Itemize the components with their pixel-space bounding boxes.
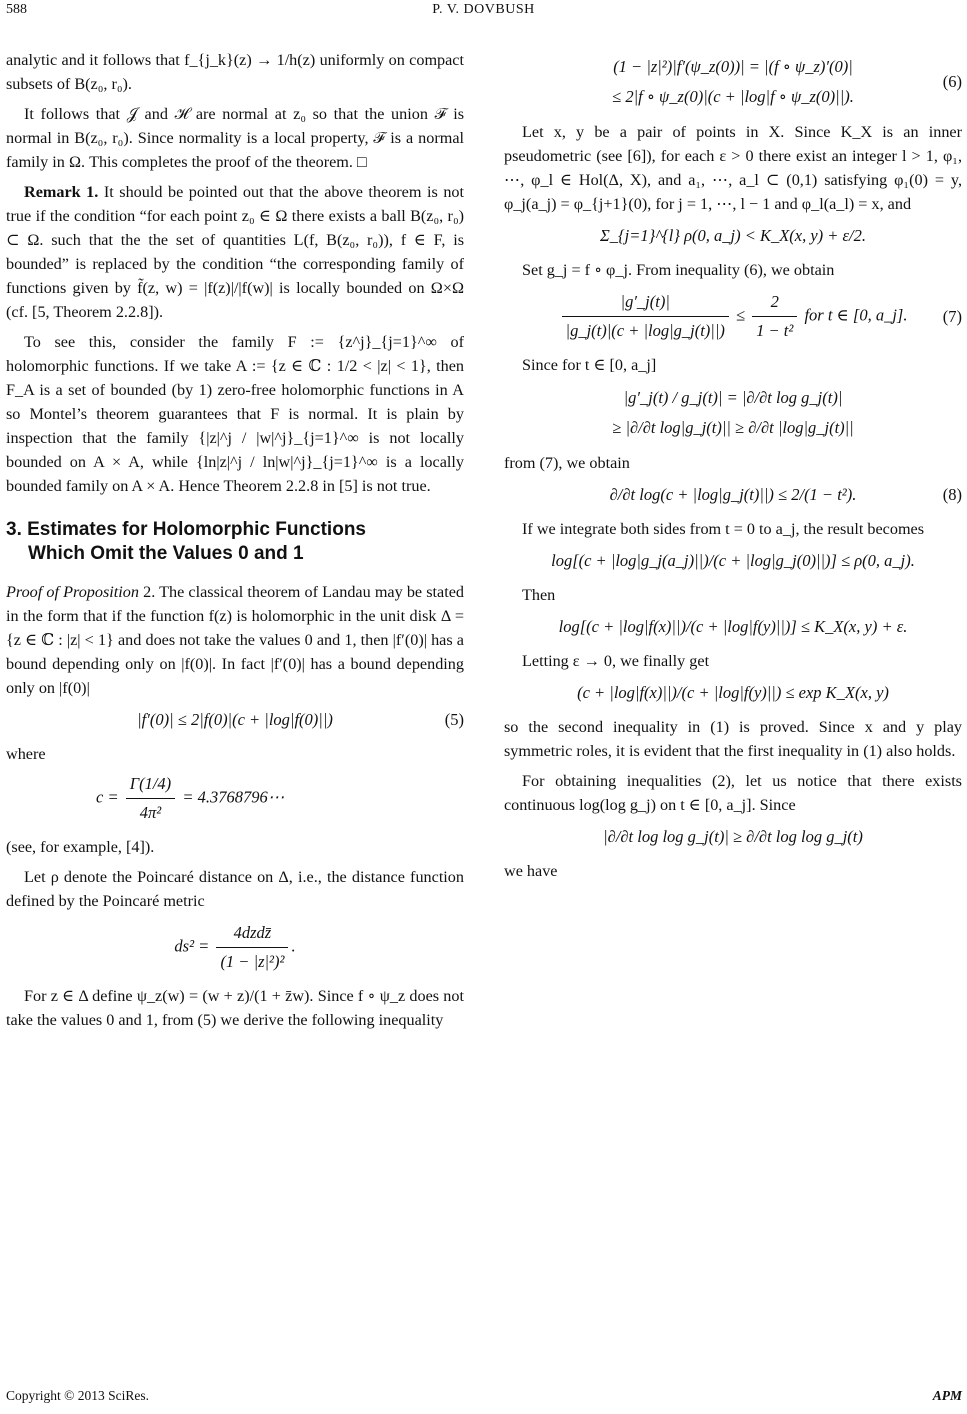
proof-text: 2. The classical theorem of Landau may be stated in the form that if the function f(z) is holomorphic in the unit disk Δ = {z ∈ ℂ : |z| < 1} and does not take the values 0 and 1, then |f′(0)| has a bound depending only on |f(0)|. In fact |f′(0)| has a bound depending only on |f(0)| [6, 583, 464, 697]
proof-paragraph [6, 580, 464, 700]
remark-paragraph [6, 180, 464, 324]
paragraph: Since for t ∈ [0, a_j] [522, 356, 657, 374]
equation-loglog [504, 823, 962, 851]
denominator: (1 − |z|²)² [220, 952, 285, 971]
equation-body: log[(c + |log|g_j(a_j)||)/(c + |log|g_j(0)||)] ≤ ρ(0, a_j). [551, 551, 915, 570]
equation-rhs: = 4.3768796⋯ [182, 787, 285, 807]
paragraph: analytic and it follows that f_{j_k}(z) → 1/h(z) uniformly on compact subsets of B(z₀, r₀). [6, 51, 464, 93]
equation-body: log[(c + |log|f(x)||)/(c + |log|f(y)||)] ≤ K_X(x, y) + ε. [558, 617, 908, 636]
equation-lhs: ds² = [174, 936, 210, 956]
equation-number: (6) [942, 72, 962, 91]
paragraph: so the second inequality in (1) is proved. Since x and y play symmetric roles, it is evident that the first inequality in (1) also holds. [504, 718, 962, 760]
paragraph: Then [522, 586, 556, 604]
fraction [216, 919, 288, 976]
fraction [126, 770, 175, 827]
equation-line: ≤ 2|f ∘ ψ_z(0)|(c + |log|f ∘ ψ_z(0)||). [612, 87, 854, 106]
paragraph: from (7), we obtain [504, 454, 630, 472]
running-header [0, 0, 967, 28]
remark-label: Remark 1. [24, 183, 99, 201]
fraction [752, 288, 797, 345]
equation-number: (8) [942, 485, 962, 504]
equation-number: (5) [444, 710, 464, 729]
equation-integrated [504, 547, 962, 575]
equation-line: (1 − |z|²)|f′(ψ_z(0))| = |(f ∘ ψ_z)′(0)| [613, 57, 853, 76]
denominator: 1 − t² [756, 321, 794, 340]
equation-final [504, 679, 962, 707]
equation-line: ≥ |∂/∂t log|g_j(t)|| ≥ ∂/∂t |log|g_j(t)|| [612, 418, 854, 437]
running-title: P. V. DOVBUSH [432, 2, 535, 17]
proof-label: Proof of Proposition [6, 583, 139, 601]
equation-6 [504, 52, 962, 112]
denominator: |g_j(t)|(c + |log|g_j(t)||) [565, 321, 725, 340]
page-footer [6, 1388, 962, 1404]
numerator: |g′_j(t)| [562, 288, 729, 317]
paragraph: Let ρ denote the Poincaré distance on Δ, i.e., the distance function defined by the Poincaré metric [6, 868, 464, 910]
paragraph: Let x, y be a pair of points in X. Since K_X is an inner pseudometric (see [6]), for each ε > 0 there exist an integer l > 1, φ₁, ⋯, φ_l ∈ Hol(Δ, X), and a₁, ⋯, a_l ⊂ (0,1) satisfying φ₁(0) = y, φ_j(a_j) = φ_{j+1}(0), for j = 1, ⋯, l − 1 and φ_l(a_l) = x, and [504, 123, 962, 213]
equation-body: ∂/∂t log(c + |log|g_j(t)||) ≤ 2/(1 − t²). [609, 485, 857, 504]
paragraph: It follows that 𝒥 and ℋ are normal at z₀ so that the union ℱ is normal in B(z₀, r₀). Since normality is a local property, ℱ is a normal family in Ω. This completes the proof of the theorem. □ [6, 105, 464, 171]
equation-body: (c + |log|f(x)||)/(c + |log|f(y)||) ≤ exp K_X(x, y) [577, 683, 889, 702]
equation-lhs: c = [96, 787, 119, 807]
equation-body: |∂/∂t log log g_j(t)| ≥ ∂/∂t log log g_j(t) [603, 827, 863, 846]
copyright-notice: Copyright © 2013 SciRes. [6, 1388, 150, 1403]
paragraph: we have [504, 862, 558, 880]
paragraph: For z ∈ Δ define ψ_z(w) = (w + z)/(1 + z̄w). Since f ∘ ψ_z does not take the values 0 and 1, from (5) we derive the following inequality [6, 987, 464, 1029]
equation-kobayashi [504, 613, 962, 641]
equation-body: |f′(0)| ≤ 2|f(0)|(c + |log|f(0)||) [137, 710, 333, 729]
numerator: 2 [752, 288, 797, 317]
paragraph: (see, for example, [4]). [6, 838, 155, 856]
page-number: 588 [6, 2, 27, 17]
paragraph: Set g_j = f ∘ φ_j. From inequality (6), we obtain [522, 261, 835, 279]
paragraph: If we integrate both sides from t = 0 to a_j, the result becomes [522, 520, 925, 538]
paragraph: To see this, consider the family F := {z^j}_{j=1}^∞ of holomorphic functions. If we take A := {z ∈ ℂ : 1/2 < |z| < 1}, then F_A is a set of bounded (by 1) zero-free holomorphic functions in A so Montel’s theorem guarantees that F is normal. It is plain by inspection that the family {|z|^j / |w|^j}_{j=1}^∞ is not locally bounded on A × A, while {ln|z|^j / ln|w|^j}_{j=1}^∞ is a locally bounded family on A × A. Hence Theorem 2.2.8 in [5] is not true. [6, 333, 464, 495]
section-heading [6, 518, 464, 566]
left-column [6, 48, 464, 1038]
equation-sum [504, 222, 962, 250]
section-title-line-2: Which Omit the Values 0 and 1 [28, 543, 304, 564]
equation-log-derivative [504, 383, 962, 443]
journal-name: APM [932, 1388, 962, 1403]
paragraph: Letting ε → 0, we finally get [522, 652, 710, 670]
paragraph: where [6, 745, 46, 763]
fraction [562, 288, 729, 345]
equation-metric: ds² = $\frac{\text{4dzdz̄}}{\text{(1 − |z|²)²}}$ . [6, 919, 464, 976]
equation-condition: for t ∈ [0, a_j]. [804, 305, 908, 325]
equation-body: Σ_{j=1}^{l} ρ(0, a_j) < K_X(x, y) + ε/2. [599, 226, 867, 245]
paragraph: For obtaining inequalities (2), let us notice that there exists continuous log(log g_j) on t ∈ [0, a_j]. Since [504, 772, 962, 814]
equation-5 [6, 706, 464, 734]
equation-8 [504, 481, 962, 509]
right-column [504, 48, 962, 889]
denominator: 4π² [139, 803, 162, 822]
equation-7: $\frac{|g'\_j(t)|}{|g\_j(t)|(c + |\log|g\_j(t)||)}$ ≤ $\frac{2}{\text{1 − t²}}$ for t ∈ [0, a_j]. (7) [504, 288, 962, 345]
remark-text: It should be pointed out that the above theorem is not true if the condition “for each point z₀ ∈ Ω there exists a ball B(z₀, r₀) ⊂ Ω. such that the the set of quantities L(f, B(z₀, r₀)), f ∈ F, is bounded” is replaced by the condition “the corresponding family of functions given by f̃(z, w) = |f(z)|/|f(w)| is locally bounded on Ω×Ω (cf. [5, Theorem 2.2.8]). [6, 183, 465, 321]
equation-c [6, 770, 464, 827]
numerator: Γ(1/4) [126, 770, 175, 799]
equation-number: (7) [942, 306, 962, 326]
numerator: 4dzdz̄ [216, 919, 288, 948]
equation-line: |g′_j(t) / g_j(t)| = |∂/∂t log g_j(t)| [623, 388, 843, 407]
section-title-line-1: 3. Estimates for Holomorphic Functions [6, 519, 366, 540]
